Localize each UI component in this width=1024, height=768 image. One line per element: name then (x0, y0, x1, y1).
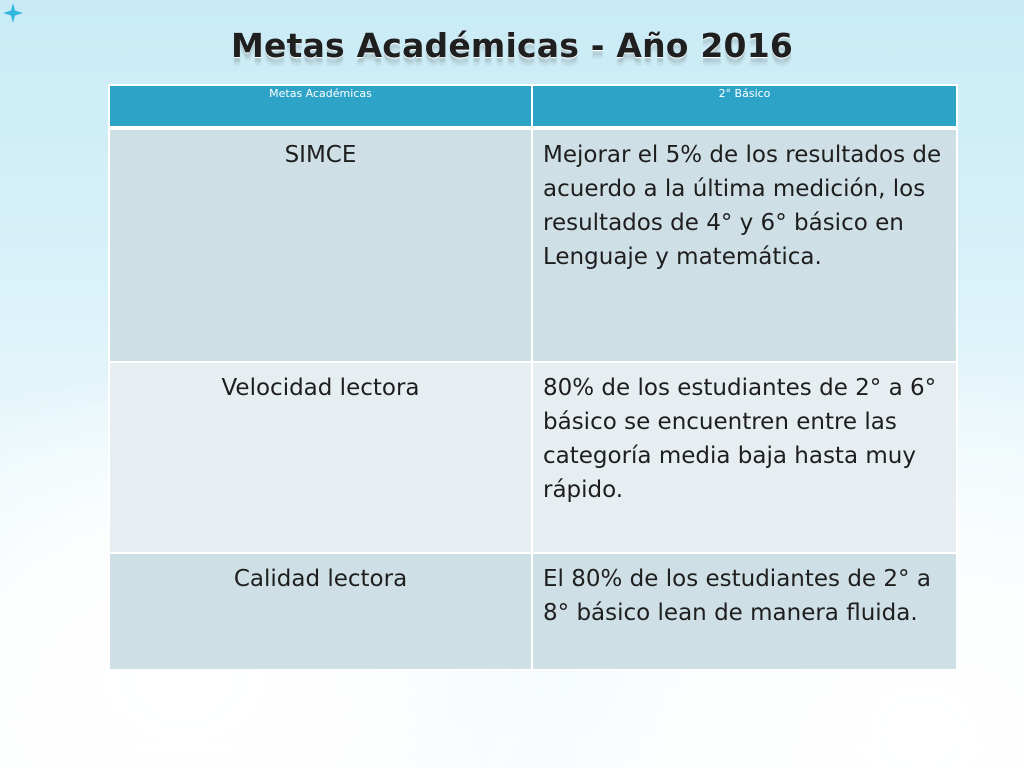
table-row (109, 362, 957, 553)
row-label: Velocidad lectora (109, 362, 532, 553)
slide-title: Metas Académicas - Año 2016 (230, 26, 794, 65)
row-description: 80% de los estudiantes de 2° a 6° básico se encuentren entre las categoría media baja hasta muy rápido. (532, 362, 957, 553)
row-description: Mejorar el 5% de los resultados de acuerdo a la última medición, los resultados de 4° y 6° básico en Lenguaje y matemática. (532, 128, 957, 362)
row-description: El 80% de los estudiantes de 2° a 8° básico lean de manera fluida. (532, 553, 957, 670)
table-row (109, 128, 957, 362)
header-metas-academicas: Metas Académicas (109, 85, 532, 128)
goals-table-container (108, 84, 956, 671)
row-label: Calidad lectora (109, 553, 532, 670)
table-row (109, 553, 957, 670)
header-grade: 2° Básico (532, 85, 957, 128)
row-label: SIMCE (109, 128, 532, 362)
table-header-row (109, 85, 957, 128)
star-icon (3, 3, 23, 23)
goals-table (108, 84, 958, 671)
